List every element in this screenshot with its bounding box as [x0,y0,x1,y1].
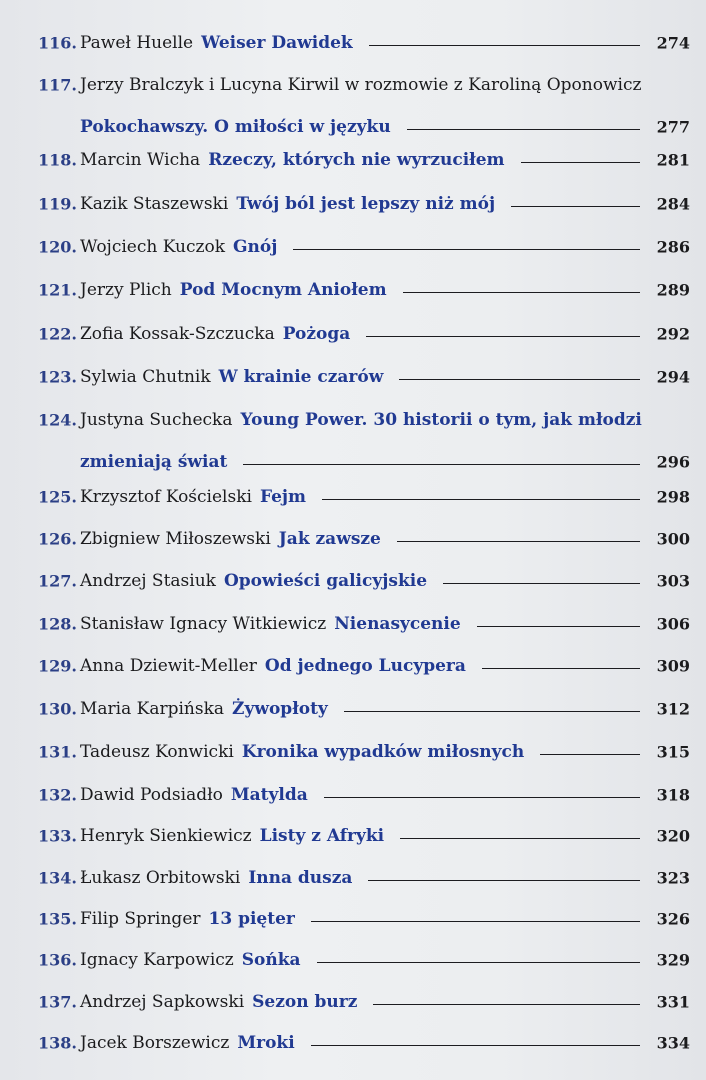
entry-number: 134. [38,868,77,888]
entry-author: Paweł Huelle [80,33,194,53]
entry-page: 292 [656,324,690,344]
toc-entry-122 [0,313,706,355]
entry-author: Zofia Kossak-Szczucka [80,324,275,344]
entry-title: Pod Mocnym Aniołem [179,280,387,300]
entry-author: Łukasz Orbitowski [80,868,241,888]
entry-number: 136. [38,950,77,970]
dot-leader [482,668,640,669]
entry-number: 125. [38,487,77,507]
entry-title: Jak zawsze [278,529,381,549]
entry-number: 124. [38,410,77,430]
entry-page: 331 [656,992,690,1012]
entry-page: 306 [656,614,690,634]
entry-number: 128. [38,614,77,634]
entry-title: Od jednego Lucypera [264,656,466,676]
toc-entry-134 [0,857,706,899]
entry-number: 118. [38,150,77,170]
dot-leader [540,754,640,755]
entry-title: Twój ból jest lepszy niż mój [236,194,496,214]
entry-page: 286 [656,237,690,257]
dot-leader [400,838,640,839]
entry-number: 133. [38,826,77,846]
dot-leader [311,921,640,922]
entry-page: 320 [656,826,690,846]
entry-author: Wojciech Kuczok [80,237,226,257]
entry-page: 326 [656,909,690,929]
entry-author: Zbigniew Miłoszewski [80,529,271,549]
entry-title: 13 pięter [208,909,295,929]
toc-entry-132 [0,774,706,816]
entry-title: Weiser Dawidek [201,33,353,53]
entry-page: 312 [656,699,690,719]
dot-leader [443,583,640,584]
toc-entry-125 [0,476,706,518]
toc-entry-129 [0,645,706,687]
entry-page: 298 [656,487,690,507]
entry-number: 126. [38,529,77,549]
entry-title: Matylda [230,785,308,805]
entry-author: Anna Dziewit-Meller [80,656,257,676]
entry-number: 138. [38,1033,77,1053]
dot-leader [511,206,640,207]
dot-leader [521,162,640,163]
entry-title: Fejm [259,487,307,507]
entry-title-continuation: zmieniają świat [80,452,228,472]
entry-author: Justyna Suchecka [80,410,233,430]
toc-entry-119 [0,183,706,225]
toc-entry-127 [0,560,706,602]
entry-page: 277 [656,117,690,137]
entry-title: Inna dusza [248,868,353,888]
entry-author: Dawid Podsiadło [80,785,223,805]
toc-entry-126 [0,518,706,560]
dot-leader [368,880,640,881]
entry-author: Andrzej Stasiuk [80,571,216,591]
toc-entry-118 [0,139,706,181]
dot-leader [344,711,640,712]
entry-page: 296 [656,452,690,472]
toc-entry-116 [0,22,706,64]
entry-author: Marcin Wicha [80,150,201,170]
entry-number: 131. [38,742,77,762]
dot-leader [373,1004,640,1005]
entry-author: Jacek Borszewicz [80,1033,230,1053]
entry-number: 123. [38,367,77,387]
entry-title: Kronika wypadków miłosnych [241,742,525,762]
toc-entry-136 [0,939,706,981]
dot-leader [293,249,640,250]
entry-title: Nienasycenie [334,614,461,634]
toc-entry-123 [0,356,706,398]
entry-number: 121. [38,280,77,300]
entry-author: Jerzy Plich [80,280,172,300]
entry-number: 129. [38,656,77,676]
entry-author: Kazik Staszewski [80,194,229,214]
entry-author: Andrzej Sapkowski [80,992,245,1012]
entry-author: Henryk Sienkiewicz [80,826,252,846]
entry-author: Krzysztof Kościelski [80,487,252,507]
entry-title: Żywopłoty [232,699,328,719]
dot-leader [366,336,640,337]
dot-leader [324,797,640,798]
entry-page: 329 [656,950,690,970]
entry-number: 119. [38,194,77,214]
entry-title: Gnój [233,237,278,257]
dot-leader [311,1045,640,1046]
dot-leader [317,962,640,963]
entry-page: 303 [656,571,690,591]
entry-title: Mroki [237,1033,295,1053]
toc-entry-137 [0,981,706,1023]
toc-entry-124 [0,399,706,483]
entry-author: Maria Karpińska [80,699,225,719]
dot-leader [243,464,640,465]
dot-leader [403,292,640,293]
entry-page: 284 [656,194,690,214]
toc-entry-121 [0,269,706,311]
entry-title: Pokochawszy. O miłości w języku [80,117,391,137]
entry-title: Pożoga [282,324,351,344]
entry-title: Sezon burz [252,992,358,1012]
entry-title: Sońka [241,950,301,970]
entry-page: 294 [656,367,690,387]
entry-number: 122. [38,324,77,344]
entry-page: 289 [656,280,690,300]
toc-entry-133 [0,815,706,857]
toc-entry-117 [0,64,706,148]
entry-author: Jerzy Bralczyk i Lucyna Kirwil w rozmowie z Karoliną Oponowicz [80,75,642,95]
entry-author: Sylwia Chutnik [80,367,211,387]
entry-author: Tadeusz Konwicki [80,742,234,762]
entry-title: Young Power. 30 historii o tym, jak młodzi [240,410,642,430]
toc-entry-130 [0,688,706,730]
entry-title: Opowieści galicyjskie [223,571,428,591]
entry-author: Ignacy Karpowicz [80,950,234,970]
toc-entry-138 [0,1022,706,1064]
dot-leader [407,129,640,130]
entry-page: 323 [656,868,690,888]
entry-page: 318 [656,785,690,805]
toc-entry-120 [0,226,706,268]
entry-number: 130. [38,699,77,719]
dot-leader [322,499,640,500]
entry-title: Rzeczy, których nie wyrzuciłem [208,150,505,170]
toc-entry-135 [0,898,706,940]
entry-page: 274 [656,33,690,53]
entry-number: 132. [38,785,77,805]
entry-page: 309 [656,656,690,676]
entry-author: Stanisław Ignacy Witkiewicz [80,614,327,634]
dot-leader [477,626,640,627]
entry-page: 281 [656,150,690,170]
entry-title: Listy z Afryki [259,826,385,846]
entry-author: Filip Springer [80,909,201,929]
entry-number: 120. [38,237,77,257]
entry-number: 137. [38,992,77,1012]
entry-number: 135. [38,909,77,929]
entry-number: 117. [38,75,77,95]
entry-page: 334 [656,1033,690,1053]
dot-leader [399,379,640,380]
dot-leader [369,45,640,46]
toc-entry-131 [0,731,706,773]
entry-page: 315 [656,742,690,762]
entry-title: W krainie czarów [218,367,384,387]
entry-page: 300 [656,529,690,549]
dot-leader [397,541,640,542]
entry-number: 116. [38,33,77,53]
entry-number: 127. [38,571,77,591]
toc-entry-128 [0,603,706,645]
